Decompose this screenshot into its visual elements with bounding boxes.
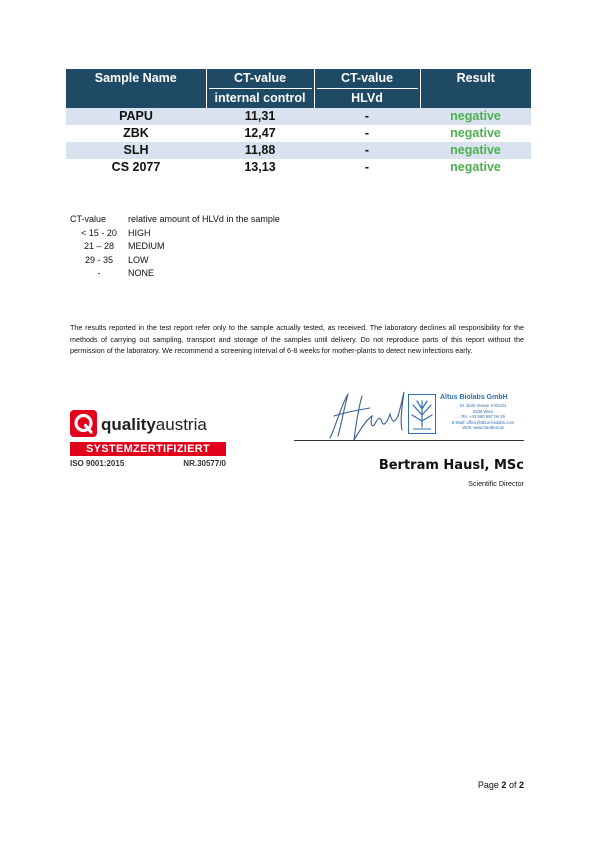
stamp-line: Web: www.hanftest.at <box>462 425 504 431</box>
result-cell: negative <box>420 108 531 125</box>
table-row <box>66 159 531 176</box>
legend-level: HIGH <box>128 227 151 238</box>
stamp-line: 1030 Wien <box>472 408 494 414</box>
stamp-line: Dr. Bohr-Gasse 2-8/13/1 <box>459 403 507 408</box>
legend-range: < 15 - 20 <box>81 227 117 238</box>
quality-austria-logo <box>70 410 228 472</box>
sample-name-cell: PAPU <box>66 108 206 125</box>
page-number: Page 2 of 2 <box>477 780 524 790</box>
legend-row <box>70 227 280 241</box>
legend-level: LOW <box>128 254 149 265</box>
legend-level: NONE <box>128 268 155 278</box>
ct-internal-cell: 13,13 <box>244 160 276 174</box>
table-row <box>66 108 531 125</box>
legend-header-range: CT-value <box>70 214 107 224</box>
table-row <box>66 142 531 159</box>
disclaimer-text: The results reported in the test report refer only to the sample actually tested, as received. The laboratory declines all responsibility for the methods of carrying out sampling, transport and storage of the samples until delivery. Do not reproduce parts of this report without the permission of the laboratory. We recommend a screening interval of 6-8 weeks for mother-plants to detect new infections early. <box>70 323 524 355</box>
certified-banner: SYSTEMZERTIFIZIERT <box>70 442 226 456</box>
result-cell: negative <box>420 142 531 159</box>
legend-row <box>70 254 280 268</box>
header-result: Result <box>420 69 531 108</box>
results-table <box>66 69 531 176</box>
result-cell: negative <box>450 126 501 140</box>
ct-internal-cell: 12,47 <box>244 126 276 140</box>
header-sample-name: Sample Name <box>66 69 206 108</box>
sample-name-cell: ZBK <box>123 126 149 140</box>
quality-austria-wordmark: qualityaustria <box>101 415 207 434</box>
ct-hlvd-cell: - <box>364 126 370 140</box>
iso-standard: ISO 9001:2015 <box>70 459 125 468</box>
signature-line <box>294 440 524 441</box>
handwritten-signature <box>318 386 416 446</box>
legend-range: 21 – 28 <box>83 241 115 251</box>
table-header-row <box>66 69 531 108</box>
ct-hlvd-cell: - <box>364 160 370 174</box>
ct-hlvd-cell: - <box>314 142 420 159</box>
sample-name-cell: CS 2077 <box>111 160 161 174</box>
legend-range: 29 - 35 <box>84 254 114 265</box>
stamp-leaf-icon <box>408 394 436 434</box>
signer-name: Bertram Hausl, MSc <box>378 458 524 473</box>
legend-header <box>70 213 280 227</box>
stamp-line: Tel. +43 660 997 06 29 <box>461 414 505 420</box>
result-cell: negative <box>450 160 501 174</box>
legend-level: MEDIUM <box>128 241 165 251</box>
stamp-address <box>440 403 526 431</box>
stamp-line: E-Mail: office@altus-biolabs.com <box>451 419 515 425</box>
header-ct-hlvd: CT-value HLVd <box>314 69 420 108</box>
legend-range: - <box>97 268 101 278</box>
header-ct-internal: CT-value internal control <box>206 69 314 108</box>
legend-row <box>70 240 280 254</box>
stamp-company-name: Altus Biolabs GmbH <box>440 394 508 401</box>
q-logo-icon <box>70 410 97 437</box>
company-stamp <box>408 394 528 436</box>
table-row <box>66 125 531 142</box>
ct-hlvd-cell: - <box>314 108 420 125</box>
ct-value-legend <box>70 213 280 281</box>
legend-row <box>70 267 280 281</box>
ct-internal-cell: 11,88 <box>206 142 314 159</box>
signer-title: Scientific Director <box>468 479 524 488</box>
ct-internal-cell: 11,31 <box>206 108 314 125</box>
certificate-number: NR.30577/0 <box>183 459 226 468</box>
legend-header-desc: relative amount of HLVd in the sample <box>128 214 280 224</box>
sample-name-cell: SLH <box>66 142 206 159</box>
